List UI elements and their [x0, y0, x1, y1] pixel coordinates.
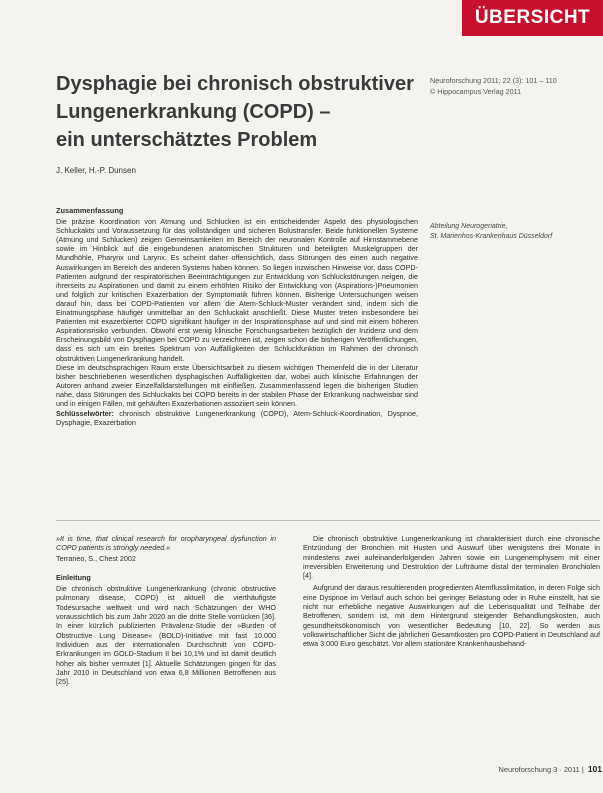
- article-title: [56, 70, 426, 154]
- abstract-keywords: [56, 409, 418, 427]
- section-divider: [56, 520, 600, 521]
- title-line: ein unterschätztes Problem: [56, 129, 318, 151]
- title-line: Dysphagie bei chronisch obstruktiver: [56, 73, 414, 95]
- epigraph-source: Terraneo, S., Chest 2002: [56, 553, 136, 563]
- section-heading-intro: Einleitung: [56, 572, 91, 582]
- body-column-right: [303, 534, 600, 652]
- body-paragraph: Aufgrund der daraus resultierenden progredienten Atemflusslimitation, in deren Folge sich eine Dyspnoe im Verlauf auch schon bei geringer Belastung oder in Ruhe einstellt, hat sie nicht nur erhebliche negative Auswirkungen auf die Lebensqualität und Teilhabe der Betroffenen, sondern ist, mit dem Hintergrund steigender Behandlungskosten, auch gesundheitsökonomisch von wesentlicher Bedeutung [10, 22]. So werden aus volkswirtschaftlicher Sicht die jährlichen Gesamtkosten pro COPD-Patient in Deutschland auf etwa 3.000 Euro geschätzt. Vor allem stationäre Krankenhausbehand-: [303, 583, 600, 649]
- abstract-paragraph: Diese im deutschsprachigen Raum erste Übersichtsarbeit zu diesem wichtigen Themenfeld die in der Literatur bisher beschriebenen wesentlichen dysphagischen Auffälligkeiten dar, wobei auch klinische Erfahrungen der Autoren anhand zweier Einzelfalldarstellungen mit einfließen. Zusammenfassend legen die bisherigen Studien nahe, dass Störungen des Schluckakts bei COPD bereits in der stabilen Phase der Erkrankung nachweisbar sind und in einigen Fällen, mit gehäuften Exazerbationen assoziiert sein können.: [56, 362, 418, 408]
- abstract-section: [56, 206, 418, 427]
- keywords-label: Schlüsselwörter:: [56, 409, 114, 419]
- body-column-left: [56, 534, 276, 686]
- article-authors: J. Keller, H.-P. Dunsen: [56, 166, 136, 175]
- title-line: Lungenerkrankung (COPD) –: [56, 101, 331, 123]
- keywords-list: chronisch obstruktive Lungenerkrankung (COPD), Atem-Schluck-Koordination, Dyspnoe, Dysphagie, Exazerbation: [56, 409, 418, 428]
- journal-citation-line: Neuroforschung 2011; 22 (3): 101 – 110: [430, 76, 557, 85]
- page-footer: [482, 764, 602, 774]
- affiliation-line: Abteilung Neurogeriatrie,: [430, 223, 508, 230]
- epigraph-quote: »It is time, that clinical research for oropharyngeal dysfunction in COPD patients is strongly needed.«: [56, 534, 276, 553]
- body-paragraph: Die chronisch obstruktive Lungenerkrankung ist charakterisiert durch eine chronische Entzündung der Bronchien mit Husten und Auswurf über wenigstens drei Monate in mindestens zwei aufeinanderfolgenden Jahren sowie ein Lungenemphysem mit einer irreversiblen Erweiterung und Destruktion der Lufträume distal der terminalen Bronchiolen [4].: [303, 534, 600, 581]
- body-paragraph: Die chronisch obstruktive Lungenerkrankung (chronic obstructive pulmonary disease, COPD) ist aktuell die vierthäufigste Todesursache weltweit und wird nach Schätzungen der WHO voraussichtlich bis zum Jahr 2020 an die dritte Stelle vorrücken [36]. In einer kürzlich publizierten Prävalenz-Studie der »Burden of Obstructive Lung Disease« (BOLD)-Initiative mit fast 10.000 Individuen aus der internationalen Durchschnitt von COPD-Erkrankungen im GOLD-Stadium II bei 10,1% und ist damit deutlich höher als bisher vermutet [1]. Aktuelle Schätzungen gingen für das Jahr 2010 in Deutschland von etwa 6,8 Millionen Betroffenen aus [25].: [56, 584, 276, 687]
- abstract-paragraph: Die präzise Koordination von Atmung und Schlucken ist ein entscheidender Aspekt des physiologischen Schluckakts und Voraussetzung für das vollständigen und sicheren Bolustransfer. Beide funktionellen Systeme (Atmung und Schlucken) zeigen Gemeinsamkeiten im Bereich der neuronalen Kontrolle auf Hirnstammebene sowie im Hinblick auf die eingebundenen anatomischen Strukturen und beteiligten Muskelgruppen der Mundhöhle, Pharynx und Larynx. Es scheint daher offensichtlich, dass Störungen des einen auch negative Auswirkungen im Bereich des anderen Systems haben können. So liegen inzwischen Hinweise vor, dass COPD-Patienten aufgrund der respiratorischen Beeinträchtigungen zur Entwicklung von Schluckstörungen neigen, die ihrerseits zu Aspirationen und damit zu einem erhöhten Risiko der Entwicklung von (Aspirations-)Pneumonien und folglich zur kritischen Exazerbation der Symptomatik führen können. Bisherige Untersuchungen weisen darauf hin, dass bei COPD-Patienten vor allem die Atem-Schluck-Muster verändert sind, indem sich die Einatmungsphase häufiger unmittelbar an den Schluckakt anschließt. Diese Muster treten insbesondere bei Patienten mit exazerbierter COPD signifikant häufiger in der Inspirationsphase auf und sind mit einem höheren Aspirationsrisiko verbunden. Obwohl erst wenig klinische Forschungsarbeiten bezüglich der Inzidenz und dem Erscheinungsbild von Dysphagien bei COPD zu verzeichnen ist, zeigen schon die bisherigen Veröffentlichungen, dass es sich um ein breites Spektrum von Auffälligkeiten der Schluckfunktion im Rahmen der chronisch obstruktiven Lungenerkrankung handelt.: [56, 217, 418, 363]
- journal-copyright-line: © Hippocampus Verlag 2011: [430, 86, 522, 96]
- author-affiliation: [430, 222, 600, 242]
- affiliation-line: St. Marienhos-Krankenhaus Düsseldorf: [430, 233, 553, 240]
- journal-citation: [430, 76, 598, 97]
- abstract-heading: Zusammenfassung: [56, 206, 124, 215]
- page-number: 101: [587, 764, 602, 774]
- section-banner: ÜBERSICHT: [462, 0, 603, 36]
- footer-journal: Neuroforschung 3 · 2011: [498, 765, 580, 774]
- footer-separator: |: [581, 765, 584, 774]
